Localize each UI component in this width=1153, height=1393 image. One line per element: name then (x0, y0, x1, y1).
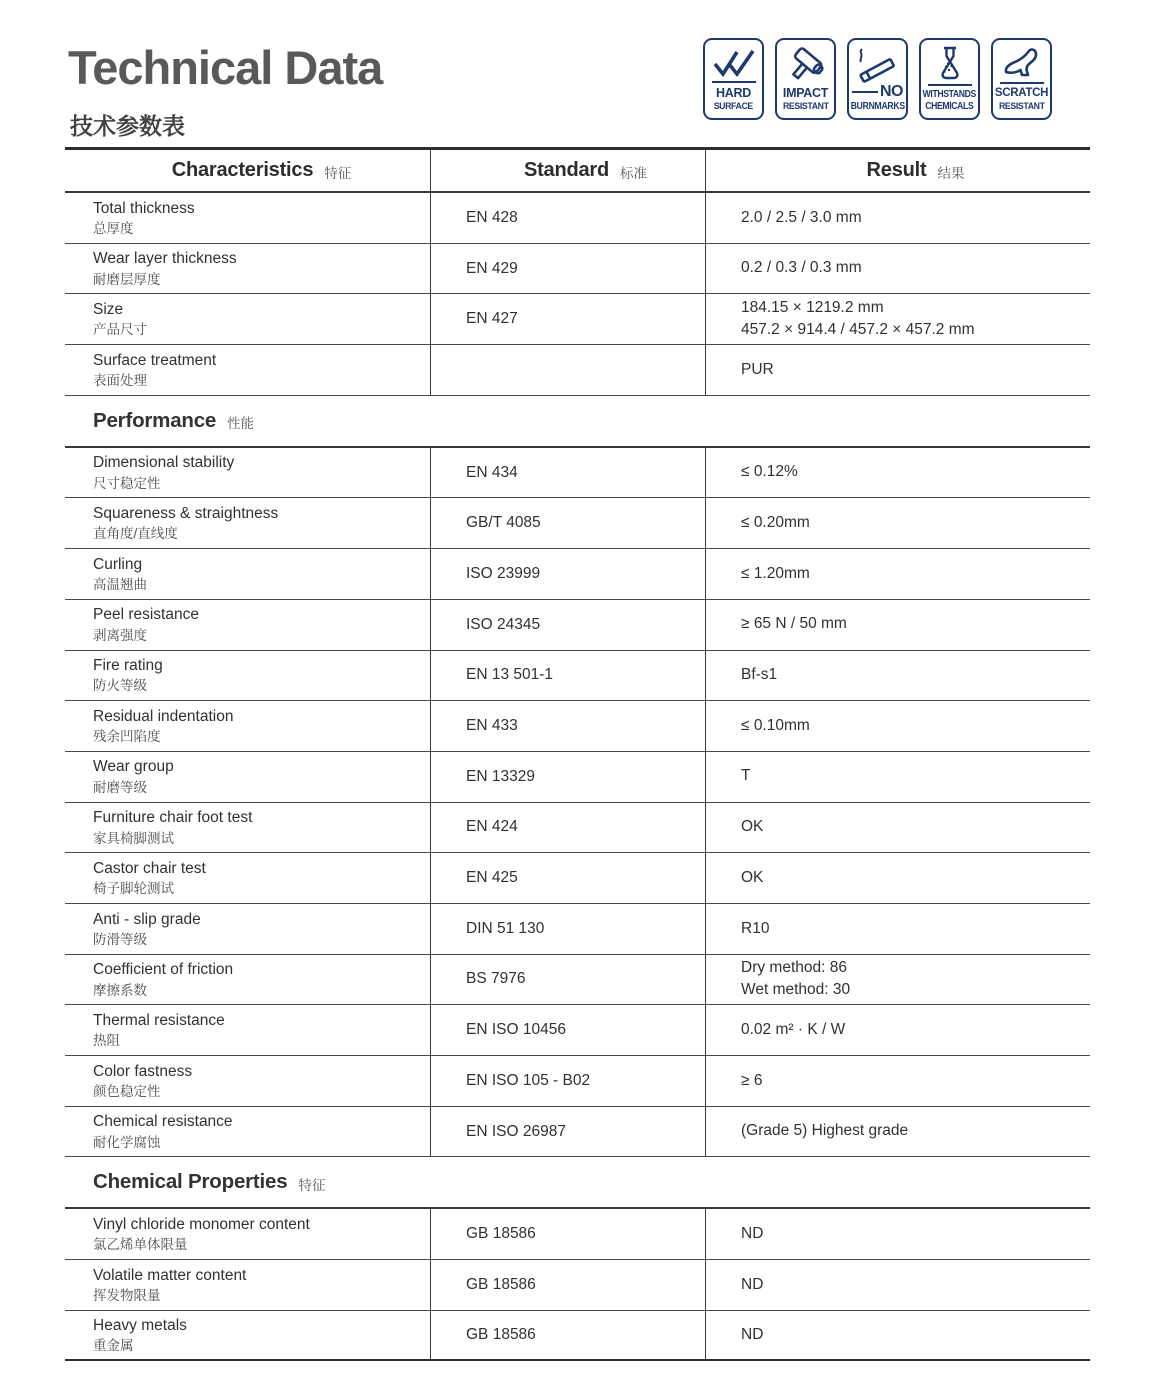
characteristic-label-zh: 高温翘曲 (93, 577, 147, 593)
standard-cell: EN 428 (430, 193, 705, 243)
standard-cell: EN 425 (430, 853, 705, 903)
characteristic-label-en: Color fastness (93, 1062, 193, 1080)
characteristic-cell (65, 853, 430, 903)
characteristic-cell (65, 1107, 430, 1157)
table-row (65, 803, 1090, 854)
characteristic-cell (65, 244, 430, 294)
table-section (65, 396, 1090, 1158)
result-line: ≥ 6 (741, 1071, 763, 1089)
badge-label: IMPACT (782, 86, 829, 101)
characteristic-label-en: Curling (93, 555, 143, 573)
characteristic-cell (65, 1311, 430, 1360)
badge-label: RESISTANT (998, 100, 1045, 112)
badge-label: RESISTANT (782, 100, 829, 112)
result-line: Wet method: 30 (741, 981, 851, 999)
result-line: ND (741, 1325, 764, 1343)
table-row (65, 1005, 1090, 1056)
result-line: ND (741, 1224, 764, 1242)
table-row (65, 600, 1090, 651)
table-sections (65, 191, 1090, 1361)
badge-divider (1000, 82, 1044, 84)
characteristic-label-en: Peel resistance (93, 606, 199, 624)
result-line: ≥ 65 N / 50 mm (741, 615, 847, 633)
table-row (65, 853, 1090, 904)
characteristic-label-en: Anti - slip grade (93, 910, 201, 928)
characteristic-label-zh: 摩擦系数 (93, 982, 147, 998)
characteristic-label-zh: 耐磨等级 (93, 779, 147, 795)
table-row (65, 955, 1090, 1006)
result-line: 0.2 / 0.3 / 0.3 mm (741, 259, 862, 277)
badge-no-burnmarks (847, 38, 908, 120)
result-line: ≤ 0.20mm (741, 514, 810, 532)
result-cell (705, 498, 1090, 548)
characteristic-label-zh: 直角度/直线度 (93, 526, 178, 542)
characteristic-cell (65, 1005, 430, 1055)
standard-cell: BS 7976 (430, 955, 705, 1005)
result-line: (Grade 5) Highest grade (741, 1122, 909, 1140)
badge-divider (852, 91, 878, 93)
table-row (65, 1107, 1090, 1158)
standard-cell: ISO 23999 (430, 549, 705, 599)
characteristic-label-en: Thermal resistance (93, 1011, 225, 1029)
result-line: ≤ 0.10mm (741, 716, 810, 734)
badge-label: BURNMARKS (850, 100, 905, 112)
characteristic-label-zh: 表面处理 (93, 373, 147, 388)
table-row (65, 1260, 1090, 1311)
technical-data-table (65, 147, 1090, 1361)
characteristic-cell (65, 498, 430, 548)
table-row (65, 244, 1090, 295)
double-check-icon (708, 45, 759, 80)
result-line: R10 (741, 919, 770, 937)
heel-shoe-icon (996, 45, 1047, 81)
header-cell-result (705, 150, 1090, 191)
characteristic-label-zh: 家具椅脚测试 (93, 830, 174, 846)
result-line: 457.2 × 914.4 / 457.2 × 457.2 mm (741, 321, 975, 339)
table-row (65, 549, 1090, 600)
result-cell (705, 1056, 1090, 1106)
characteristic-label-en: Castor chair test (93, 859, 206, 877)
result-line: Dry method: 86 (741, 959, 847, 976)
column-header: Characteristics (171, 159, 314, 181)
flask-icon (924, 45, 975, 83)
characteristic-label-zh: 挥发物限量 (93, 1288, 161, 1303)
badge-label: SCRATCH (994, 87, 1049, 100)
badge-scratch-resistant (991, 38, 1052, 120)
standard-cell: ISO 24345 (430, 600, 705, 650)
table-row (65, 651, 1090, 702)
characteristic-label-zh: 防火等级 (93, 678, 147, 694)
characteristic-label-en: Wear group (93, 758, 174, 776)
section-title-en: Performance (93, 408, 217, 432)
characteristic-label-zh: 剥离强度 (93, 627, 147, 643)
page-subtitle-zh: 技术参数表 (70, 113, 185, 139)
characteristic-label-zh: 耐磨层厚度 (93, 271, 161, 287)
characteristic-label-zh: 残余凹陷度 (93, 729, 161, 745)
result-cell (705, 1209, 1090, 1259)
standard-cell: GB 18586 (430, 1260, 705, 1310)
result-cell (705, 904, 1090, 954)
characteristic-label-en: Squareness & straightness (93, 505, 279, 522)
result-cell (705, 1311, 1090, 1360)
table-row (65, 193, 1090, 244)
cigarette-icon (852, 45, 903, 87)
standard-cell: EN 433 (430, 701, 705, 751)
characteristic-label-en: Total thickness (93, 199, 195, 217)
badge-divider (928, 84, 972, 86)
table-row (65, 448, 1090, 499)
standard-cell: GB 18586 (430, 1209, 705, 1259)
table-row (65, 752, 1090, 803)
badge-no-row (852, 83, 903, 101)
badge-label: HARD (716, 86, 751, 101)
standard-cell: EN ISO 10456 (430, 1005, 705, 1055)
characteristic-label-en: Furniture chair foot test (93, 809, 253, 827)
result-cell (705, 549, 1090, 599)
characteristic-label-en: Chemical resistance (93, 1113, 233, 1131)
result-cell (705, 1260, 1090, 1310)
standard-cell: EN 429 (430, 244, 705, 294)
badge-label: WITHSTANDS (922, 89, 977, 101)
characteristic-label-zh: 耐化学腐蚀 (93, 1134, 161, 1150)
table-row (65, 294, 1090, 345)
result-line: OK (741, 868, 764, 886)
characteristic-cell (65, 294, 430, 344)
badge-impact-resistant (775, 38, 836, 120)
result-cell (705, 1107, 1090, 1157)
page-title: Technical Data (68, 41, 383, 94)
standard-cell: GB/T 4085 (430, 498, 705, 548)
table-header-row (65, 150, 1090, 191)
characteristic-label-en: Coefficient of friction (93, 961, 234, 979)
section-title-zh: 特征 (298, 1177, 326, 1193)
characteristic-label-zh: 尺寸稳定性 (93, 475, 161, 491)
table-row (65, 701, 1090, 752)
mallet-icon (780, 45, 831, 86)
result-cell (705, 955, 1090, 1005)
result-line: OK (741, 818, 764, 836)
result-cell (705, 345, 1090, 395)
characteristic-label-zh: 重金属 (93, 1338, 134, 1354)
characteristic-cell (65, 1209, 430, 1259)
characteristic-label-en: Surface treatment (93, 351, 217, 369)
result-line: T (741, 767, 751, 785)
header-cell-characteristics (65, 150, 430, 191)
result-line: ≤ 1.20mm (741, 564, 810, 582)
characteristic-label-en: Wear layer thickness (93, 250, 237, 268)
table-row (65, 904, 1090, 955)
characteristic-cell (65, 752, 430, 802)
characteristic-cell (65, 803, 430, 853)
column-header: Result (866, 159, 927, 181)
standard-cell: EN ISO 26987 (430, 1107, 705, 1157)
standard-cell: EN 424 (430, 803, 705, 853)
result-cell (705, 701, 1090, 751)
section-rows (65, 191, 1090, 396)
table-row (65, 1056, 1090, 1107)
badge-label: CHEMICALS (925, 100, 974, 112)
result-line: ND (741, 1275, 764, 1293)
table-row (65, 345, 1090, 396)
table-row (65, 1209, 1090, 1260)
characteristic-label-zh: 椅子脚轮测试 (93, 881, 174, 897)
section-title (65, 396, 1090, 446)
characteristic-cell (65, 193, 430, 243)
standard-cell: EN 13329 (430, 752, 705, 802)
result-cell (705, 600, 1090, 650)
result-cell (705, 294, 1090, 344)
standard-cell: EN 434 (430, 448, 705, 498)
table-row (65, 498, 1090, 549)
result-cell (705, 1005, 1090, 1055)
characteristic-cell (65, 345, 430, 395)
feature-badges (703, 38, 1052, 120)
section-title-en: Chemical Properties (93, 1170, 288, 1194)
section-rows (65, 1207, 1090, 1361)
table-row (65, 1311, 1090, 1362)
characteristic-cell (65, 448, 430, 498)
characteristic-label-zh: 产品尺寸 (93, 322, 147, 338)
result-cell (705, 803, 1090, 853)
characteristic-label-en: Fire rating (93, 657, 163, 675)
standard-cell (430, 345, 705, 395)
characteristic-cell (65, 1260, 430, 1310)
characteristic-label-zh: 热阻 (93, 1033, 120, 1049)
characteristic-label-en: Residual indentation (93, 707, 234, 725)
result-cell (705, 244, 1090, 294)
section-title (65, 1157, 1090, 1207)
column-header-zh: 标准 (620, 166, 648, 181)
characteristic-label-zh: 总厚度 (93, 220, 134, 236)
badge-label: SURFACE (713, 100, 754, 112)
characteristic-cell (65, 549, 430, 599)
characteristic-cell (65, 701, 430, 751)
standard-cell: EN 13 501-1 (430, 651, 705, 701)
column-header-zh: 结果 (937, 166, 965, 181)
result-cell (705, 651, 1090, 701)
characteristic-label-zh: 防滑等级 (93, 931, 147, 947)
result-line: 184.15 × 1219.2 mm (741, 298, 884, 316)
characteristic-cell (65, 600, 430, 650)
result-cell (705, 853, 1090, 903)
result-line: ≤ 0.12% (741, 463, 798, 481)
characteristic-label-en: Volatile matter content (93, 1266, 247, 1284)
standard-cell: DIN 51 130 (430, 904, 705, 954)
table-section (65, 191, 1090, 396)
header-cell-standard (430, 150, 705, 191)
characteristic-label-en: Heavy metals (93, 1316, 187, 1334)
badge-label: NO (880, 82, 903, 100)
characteristic-cell (65, 955, 430, 1005)
standard-cell: EN ISO 105 - B02 (430, 1056, 705, 1106)
column-header: Standard (523, 159, 610, 181)
characteristic-cell (65, 651, 430, 701)
badge-divider (712, 81, 756, 83)
characteristic-label-zh: 颜色稳定性 (93, 1083, 161, 1099)
result-cell (705, 448, 1090, 498)
characteristic-cell (65, 904, 430, 954)
characteristic-cell (65, 1056, 430, 1106)
badge-withstands-chemicals (919, 38, 980, 120)
column-header-zh: 特征 (324, 166, 352, 181)
result-line: Bf-s1 (741, 666, 778, 684)
result-cell (705, 193, 1090, 243)
characteristic-label-en: Vinyl chloride monomer content (93, 1215, 310, 1233)
result-line: 2.0 / 2.5 / 3.0 mm (741, 208, 862, 226)
characteristic-label-en: Size (93, 300, 124, 318)
section-title-zh: 性能 (227, 416, 255, 432)
section-rows (65, 446, 1090, 1158)
result-cell (705, 752, 1090, 802)
result-line: 0.02 m² · K / W (741, 1020, 846, 1038)
badge-hard-surface (703, 38, 764, 120)
table-section (65, 1157, 1090, 1361)
characteristic-label-zh: 氯乙烯单体限量 (93, 1237, 188, 1253)
characteristic-label-en: Dimensional stability (93, 454, 235, 472)
result-line: PUR (741, 360, 774, 378)
standard-cell: GB 18586 (430, 1311, 705, 1360)
standard-cell: EN 427 (430, 294, 705, 344)
